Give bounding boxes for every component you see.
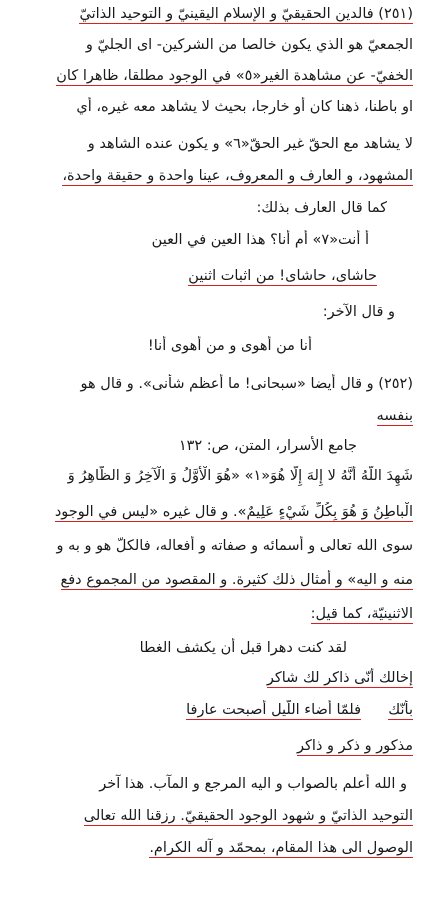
text-line-3: الخفيّ- عن مشاهدة الغير«٥» في الوجود مطلقا، ظاهرا كان — [10, 66, 413, 86]
text-line-12: (٢٥٢) و قال أيضا «سبحانى! ما أعظم شأنى». و قال هو — [80, 376, 413, 392]
poem-line-4: لقد كنت دهرا قبل أن يكشف الغطا — [139, 640, 347, 656]
poem-line-6a: فلمّا أضاء اللّيل أصبحت عارفا — [10, 700, 361, 720]
text-line-1: (٢٥١) فالدين الحقيقيّ و الإسلام اليقينيّ و التوحيد الذاتيّ — [10, 4, 413, 24]
text-line-16: الْباطِنُ وَ هُوَ بِكُلِّ شَيْءٍ عَلِيمٌ». و قال غيره «ليس في الوجود — [10, 502, 413, 522]
poem-line-6b: بأنّك — [10, 700, 413, 720]
poem-line-3: أنا من أهوى و من أهوى أنا! — [147, 338, 312, 354]
text-line-4: او باطنا، ذهنا كان أو خارجا، بحيث لا يشاهد معه غيره، أي — [76, 99, 413, 115]
text-line-17: سوى الله تعالى و أسمائه و صفاته و أفعاله، فالكلّ هو و به و — [56, 538, 413, 554]
text-line-24: و الله أعلم بالصواب و اليه المرجع و المآب. هذا آخر — [99, 776, 407, 792]
text-line-19: الاثنينيّة، كما قيل: — [10, 604, 413, 624]
text-line-5: لا يشاهد مع الحقّ غير الحقّ«٦» و يكون عنده الشاهد و — [87, 136, 413, 152]
text-line-6: المشهود، و العارف و المعروف، عينا واحدة و حقيقة واحدة، — [10, 166, 413, 186]
poem-line-5: إخالك أنّى ذاكر لك شاكر — [10, 668, 413, 688]
poem-line-2: حاشاى، حاشاى! من اثبات اثنين — [10, 266, 377, 286]
text-line-10: و قال الآخر: — [322, 304, 395, 320]
text-line-15: شَهِدَ اللَّهُ أَنَّهُ لا إِلهَ إِلَّا هُوَ«١» «هُوَ الْأَوَّلُ وَ الْآخِرُ وَ الظَّاهِرُ وَ — [67, 468, 413, 484]
text-line-13: بنفسه — [10, 406, 413, 426]
text-line-7: كما قال العارف بذلك: — [256, 200, 387, 216]
text-line-18: منه و اليه» و أمثال ذلك كثيرة. و المقصود من المجموع دفع — [10, 570, 413, 590]
poem-line-1: أ أنت«٧» أم أنا؟ هذا العين في العين — [151, 232, 369, 248]
page-reference: جامع الأسرار، المتن، ص: ١٣٢ — [178, 438, 357, 454]
text-line-2: الجمعيّ هو الذي يكون خالصا من الشركين- اى الجليّ و — [85, 37, 413, 53]
text-line-25: التوحيد الذاتيّ و شهود الوجود الحقيقيّ. رزقنا الله تعالى — [10, 806, 413, 826]
poem-line-7: مذكور و ذكر و ذاكر — [10, 736, 413, 756]
text-line-26: الوصول الى هذا المقام، بمحمّد و آله الكرام. — [10, 838, 413, 858]
